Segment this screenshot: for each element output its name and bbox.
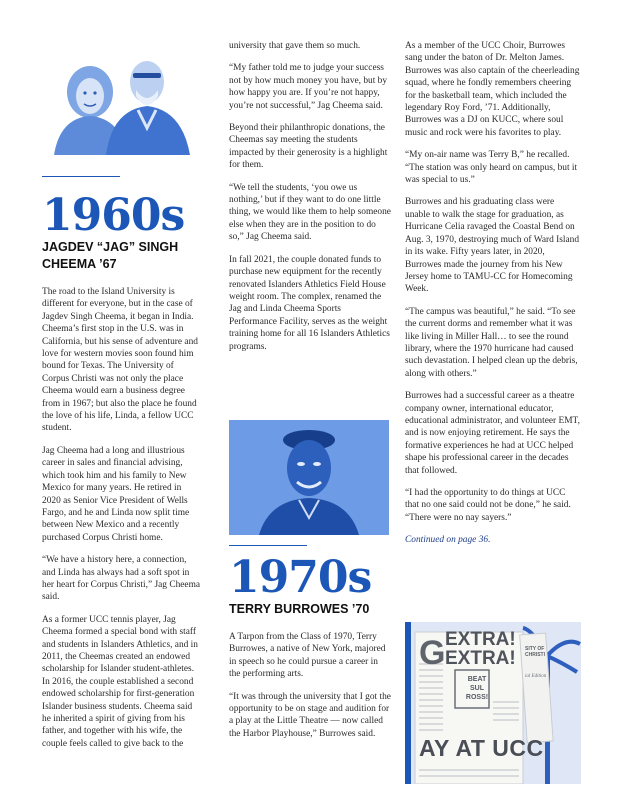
newspaper-small-label: ial Edition xyxy=(525,674,547,679)
paragraph: “We tell the students, ‘you owe us nothing,’ but if they want to do one little thing, we would like them to help someone else when they are in the position to do so,” Jag Cheema said. xyxy=(229,182,391,243)
column-middle-top xyxy=(229,40,391,363)
newspaper-headline: EXTRA! EXTRA! xyxy=(445,629,516,669)
cheema-couple-photo xyxy=(42,40,192,155)
paragraph: “I had the opportunity to do things at UCC that no one said could not be done,” he said. “There were no nay sayers.” xyxy=(405,488,571,523)
newspaper-box-line-3: ROSS! xyxy=(465,694,489,701)
paragraph: As a member of the UCC Choir, Burrowes sang under the baton of Dr. Melton James. Burrowes was also captain of the cheerleading squad, where he fondly remembers cheering for the basketball team, which included the legendary Roy Ford, ’71. Additionally, Burrowes was a DJ on KUCC, where soul music and rock were his favorites to play. xyxy=(405,41,580,138)
paragraph: “We have a history here, a connection, and Linda has always had a soft spot in her heart for Corpus Christi,” Jag Cheema said. xyxy=(42,555,201,603)
decade-heading-1970s: 1970s xyxy=(229,552,372,603)
paragraph: In fall 2021, the couple donated funds to purchase new equipment for the recently renovated Islanders Athletics Field House weight room. The complex, renamed the Jag and Linda Cheema Sports Performance Facility, serves as the weight training home for all 16 Islanders Athletics programs. xyxy=(229,254,390,352)
newspaper-collage xyxy=(405,622,581,784)
paragraph: “My father told me to judge your success not by how much money you have, but by how happy you are. If you’re not happy, you’re not successful,” Jag Cheema said. xyxy=(229,63,388,111)
newspaper-box-line-2: SUL xyxy=(470,685,484,692)
paragraph: “My on-air name was Terry B,” he recalled. “The station was only heard on campus, but it was special to us.” xyxy=(405,150,578,186)
newspaper-big-letter: G xyxy=(419,634,446,672)
newspaper-box-line-1: BEAT xyxy=(467,676,487,683)
column-middle-bottom xyxy=(229,552,391,750)
paragraph: Burrowes and his graduating class were unable to walk the stage for graduation, as Hurricane Celia ravaged the Coastal Bend on Aug. 3, 1970, destroying much of Ward Island in its wake. Fifty years later, in 2020, Burrowes made the journey from his New Jersey home to TAMU-CC for Homecoming Week. xyxy=(405,197,580,295)
paragraph: The road to the Island University is different for everyone, but in the case of Jagdev Singh Cheema, it began in India. Cheema’s first stop in the U.S. was in California, but his sense of adventure and love for western movies soon found him bound for Texas. The University of Corpus Christi was not only the place Cheema would earn a business degree from in 1967; but also the place he found the love of his life, Linda, a fellow UCC student. xyxy=(42,287,198,434)
divider-1970s xyxy=(229,545,307,546)
paragraph: As a former UCC tennis player, Jag Cheema formed a special bond with staff and students in Islanders Athletics, and in 2011, the Cheemas created an endowed scholarship for Islander student-athletes. In 2016, the couple established a second endowed scholarship for first-generation Islander business students. Cheema said he inherited a spirit of giving from his father, and together with his wife, the couple feels called to give back to the xyxy=(42,614,198,749)
paragraph: Beyond their philanthropic donations, the Cheemas say meeting the students impacted by their generosity is a highlight for them. xyxy=(229,123,388,171)
newspaper-side-text: SITY OF CHRISTI xyxy=(525,646,545,658)
continued-note: Continued on page 36. xyxy=(405,535,491,546)
column-left xyxy=(42,190,202,760)
burrowes-photo xyxy=(229,420,389,535)
paragraph: Burrowes had a successful career as a theatre company owner, international educator, educational administrator, and volunteer EMT, and is now enjoying retirement. He says the formative experiences he had at UCC helped shape his professional career in the decades that followed. xyxy=(405,391,580,476)
profile-name-burrowes: TERRY BURROWES ’70 xyxy=(229,602,370,616)
paragraph: Jag Cheema had a long and illustrious career in sales and financial advising, which took him and his family to New Mexico for many years. He retired in 2020 as Senior Vice President of Wells Fargo, and he and Linda now split time between New Mexico and a recently purchased Corpus Christi home. xyxy=(42,445,190,543)
paragraph: A Tarpon from the Class of 1970, Terry Burrowes, a native of New York, majored in speech so he could pursue a career in the performing arts. xyxy=(229,632,386,680)
column-right xyxy=(405,40,581,557)
divider-1960s xyxy=(42,176,120,177)
paragraph: “The campus was beautiful,” he said. “To see the current dorms and remember what it was like living in Miller Hall… to see the round library, where the 1970 hurricane had caused such devastation. I helped clean up the debris, along with others.” xyxy=(405,306,578,379)
decade-heading-1960s: 1960s xyxy=(42,190,185,241)
paragraph: “It was through the university that I got the opportunity to be on stage and audition for a play at the Little Theatre — now called the Harbor Playhouse,” Burrowes said. xyxy=(229,691,391,739)
profile-name-cheema-line1: JAGDEV “JAG” SINGH xyxy=(42,240,179,254)
profile-name-cheema-line2: CHEEMA ’67 xyxy=(42,257,117,271)
paragraph: university that gave them so much. xyxy=(229,41,361,51)
newspaper-bottom-headline: AY AT UCC xyxy=(419,735,544,761)
